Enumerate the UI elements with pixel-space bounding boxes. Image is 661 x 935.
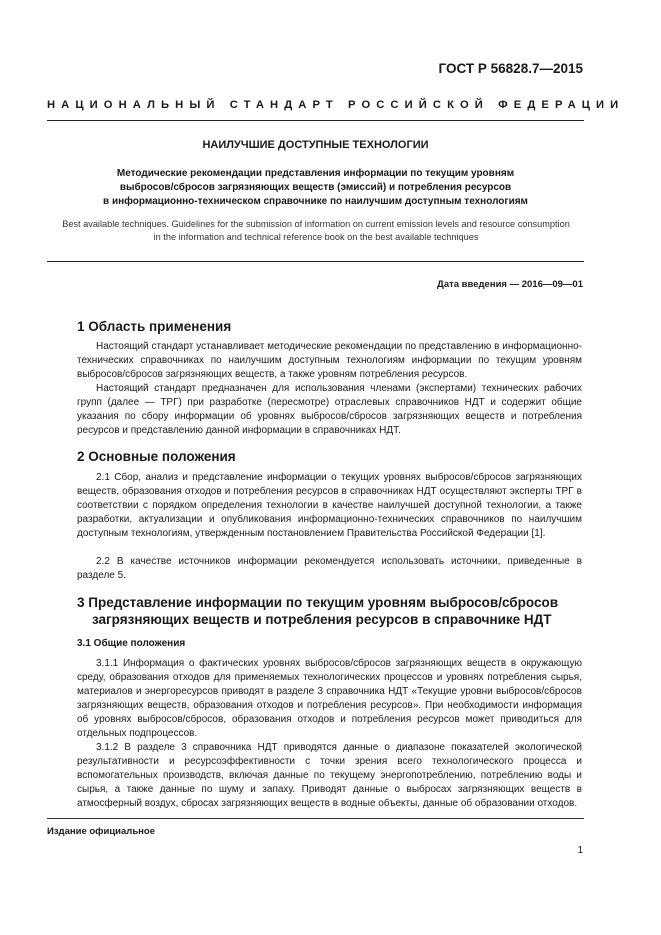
subsection-3-1-heading: 3.1 Общие положения [77, 638, 186, 649]
header-rule [47, 120, 584, 121]
section-3-paragraph-1: 3.1.1 Информация о фактических уровнях выбросов/сбросов загрязняющих веществ в окружающую среду, образования отходов для применяемых технологических процессов и уровнях потребления сырья, материалов и энергоресурсов приводят в разделе 3 справочника НДТ «Текущие уровни выбросов/сбросов загрязняющих веществ, образования отходов и потребления ресурсов». При необходимости информация об уровнях выбросов/сбросов, образования отходов и потребления ресурсов может приводиться для отдельных подпроцессов. [77, 658, 582, 740]
section-2-paragraph-1: 2.1 Сбор, анализ и представление информации о текущих уровнях выбросов/сбросов загрязняющих веществ, образования отходов и потребления ресурсов в справочниках НДТ осуществляют эксперты ТРГ в соответствии с порядком определения технологии в качестве наилучшей доступной технологии, а также разработки, актуализации и опубликования информационно-технических справочников по наилучшим доступным технологиям, утвержденным постановлением Правительства Российской Федерации [1]. [77, 472, 582, 540]
section-3-heading-line: 3 Представление информации по текущим уровням выбросов/сбросов [77, 595, 559, 610]
footer-rule [47, 818, 584, 819]
section-3-paragraph-2: 3.1.2 В разделе 3 справочника НДТ приводятся данные о диапазоне показателей экологической результативности и ресурсоэффективности с точки зрения всего технологического процесса и вспомогательных производств, включая данные по текущему энергопотреблению, потреблению воды и сырья, а также данные по шуму и запаху. Приводят данные о выбросах загрязняющих веществ в атмосферный воздух, сбросах загрязняющих веществ в водные объекты, данные об образовании отходов. [77, 742, 582, 810]
section-3-heading [77, 594, 558, 628]
section-2-paragraph-2: 2.2 В качестве источников информации рекомендуется использовать источники, приведенные в разделе 5. [77, 556, 582, 582]
english-title: Best available techniques. Guidelines for the submission of information on current emission levels and resource consumption in the information and technical reference book on the best available techniques [62, 219, 570, 242]
introduction-date: Дата введения — 2016—09—01 [437, 279, 583, 290]
national-standard-banner: НАЦИОНАЛЬНЫЙ СТАНДАРТ РОССИЙСКОЙ ФЕДЕРАЦИИ [47, 99, 625, 111]
section-1-paragraph-2: Настоящий стандарт предназначен для использования членами (экспертами) технических рабочих групп (далее — ТРГ) при разработке (пересмотре) отраслевых справочников НДТ и содержит общие указания по сбору информации об уровнях выбросов/сбросов загрязняющих веществ и потребления ресурсов и представлению данной информации в справочниках НДТ. [77, 383, 582, 437]
section-1-heading: 1 Область применения [77, 319, 232, 334]
standard-number: ГОСТ Р 56828.7—2015 [438, 61, 583, 76]
official-edition-label: Издание официальное [47, 826, 155, 837]
subtitle-line: Методические рекомендации представления информации по текущим уровням [116, 168, 515, 179]
title-rule [47, 261, 584, 262]
subtitle-line: выбросов/сбросов загрязняющих веществ (эмиссий) и потребления ресурсов [119, 182, 512, 193]
page-number: 1 [577, 845, 583, 856]
document-subtitle [47, 167, 584, 209]
subtitle-line: в информационно-техническом справочнике по наилучшим доступным технологиям [103, 196, 528, 207]
section-3-heading-line: загрязняющих веществ и потребления ресурсов в справочнике НДТ [92, 612, 552, 627]
section-1-paragraph-1: Настоящий стандарт устанавливает методические рекомендации по представлению в информационно-технических справочниках по наилучшим доступным технологиям информации по текущим уровням выбросов/сбросов загрязняющих веществ, а также уровням потребления ресурсов. [77, 341, 582, 381]
section-2-heading: 2 Основные положения [77, 449, 236, 464]
document-title: НАИЛУЧШИЕ ДОСТУПНЫЕ ТЕХНОЛОГИИ [202, 139, 429, 151]
